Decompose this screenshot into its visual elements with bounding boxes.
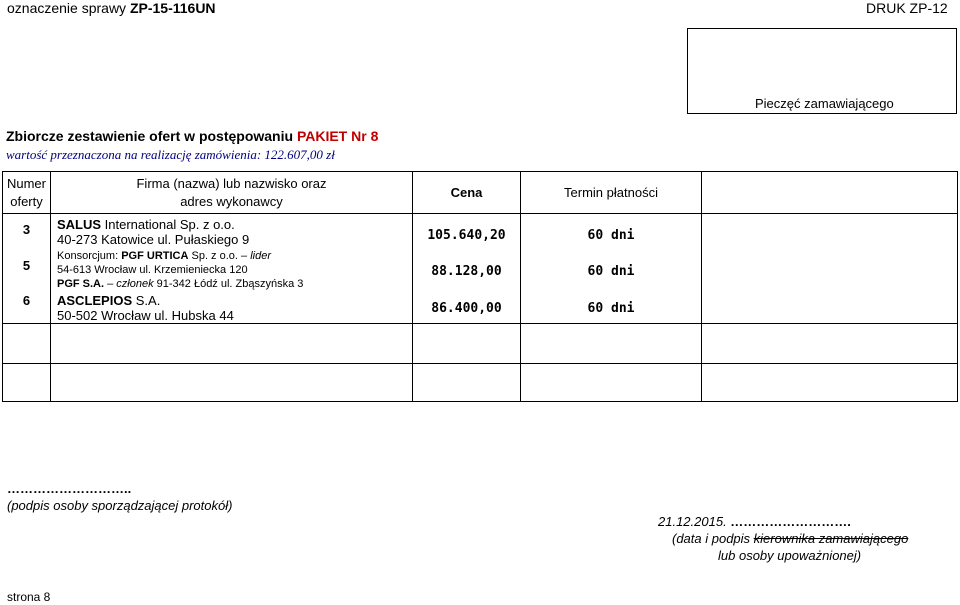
offer-price: 86.400,00 — [431, 301, 502, 316]
table-header-row — [3, 172, 958, 214]
offer-numbers-cell — [3, 214, 51, 324]
offer-firms-cell — [51, 214, 413, 324]
offer-number: 5 — [22, 258, 31, 273]
offer-prices-cell — [413, 214, 521, 324]
offer-terms: 60 dni — [587, 228, 635, 243]
left-signature-label: (podpis osoby sporządzającej protokół) — [7, 498, 233, 513]
title-main: Zbiorcze zestawienie ofert w postępowaniu — [6, 128, 297, 144]
left-signature-dots: ……………………….. — [7, 481, 132, 496]
struck-text: kierownika zamawiającego — [753, 531, 909, 546]
package-label: PAKIET Nr 8 — [296, 128, 379, 144]
offer-number: 3 — [22, 222, 31, 237]
right-signature-dots: ………………………. — [726, 514, 851, 529]
right-signature-label: (data i podpis kierownika zamawiającego — [672, 531, 909, 546]
page-number: strona 8 — [7, 590, 51, 604]
list-item: SALUS International Sp. z o.o. 40-273 Katowice ul. Pułaskiego 9 — [57, 217, 250, 247]
value-amount: 122.607,00 zł — [264, 147, 335, 162]
header-terms: Termin płatności — [521, 172, 702, 214]
offer-price: 88.128,00 — [431, 264, 502, 279]
case-code: ZP-15-116UN — [129, 0, 216, 16]
signature-date: 21.12.2015. — [658, 514, 727, 529]
table-row-empty — [3, 324, 958, 364]
offer-number: 6 — [22, 293, 31, 308]
table-row — [3, 214, 958, 324]
header-empty — [702, 172, 958, 214]
offer-price: 105.640,20 — [427, 228, 506, 243]
offer-extra-cell — [702, 214, 958, 324]
table-row-empty — [3, 364, 958, 402]
case-designation — [7, 0, 216, 16]
page-title — [6, 128, 378, 144]
value-prefix: wartość przeznaczona na realizację zamówienia: — [6, 147, 265, 162]
offer-terms: 60 dni — [587, 301, 635, 316]
offers-table — [2, 171, 958, 402]
header-firm: Firma (nazwa) lub nazwisko oraz adres wykonawcy — [51, 172, 413, 214]
header-price: Cena — [413, 172, 521, 214]
header-number: Numer oferty — [3, 172, 51, 214]
right-signature-label-line2: lub osoby upoważnionej) — [718, 548, 862, 563]
value-line — [6, 147, 335, 163]
list-item: Konsorcjum: PGF URTICA Sp. z o.o. – lider 54-613 Wrocław ul. Krzemieniecka 120 PGF S.A. – członek 91-342 Łódź ul. Zbąszyńska 3 — [57, 250, 304, 290]
case-prefix: oznaczenie sprawy — [7, 0, 130, 16]
form-code: DRUK ZP-12 — [866, 0, 948, 16]
offer-terms-cell — [521, 214, 702, 324]
list-item: ASCLEPIOS S.A. 50-502 Wrocław ul. Hubska 44 — [57, 293, 234, 323]
offer-terms: 60 dni — [587, 264, 635, 279]
signature-date-line — [658, 514, 851, 529]
stamp-label: Pieczęć zamawiającego — [755, 96, 894, 111]
